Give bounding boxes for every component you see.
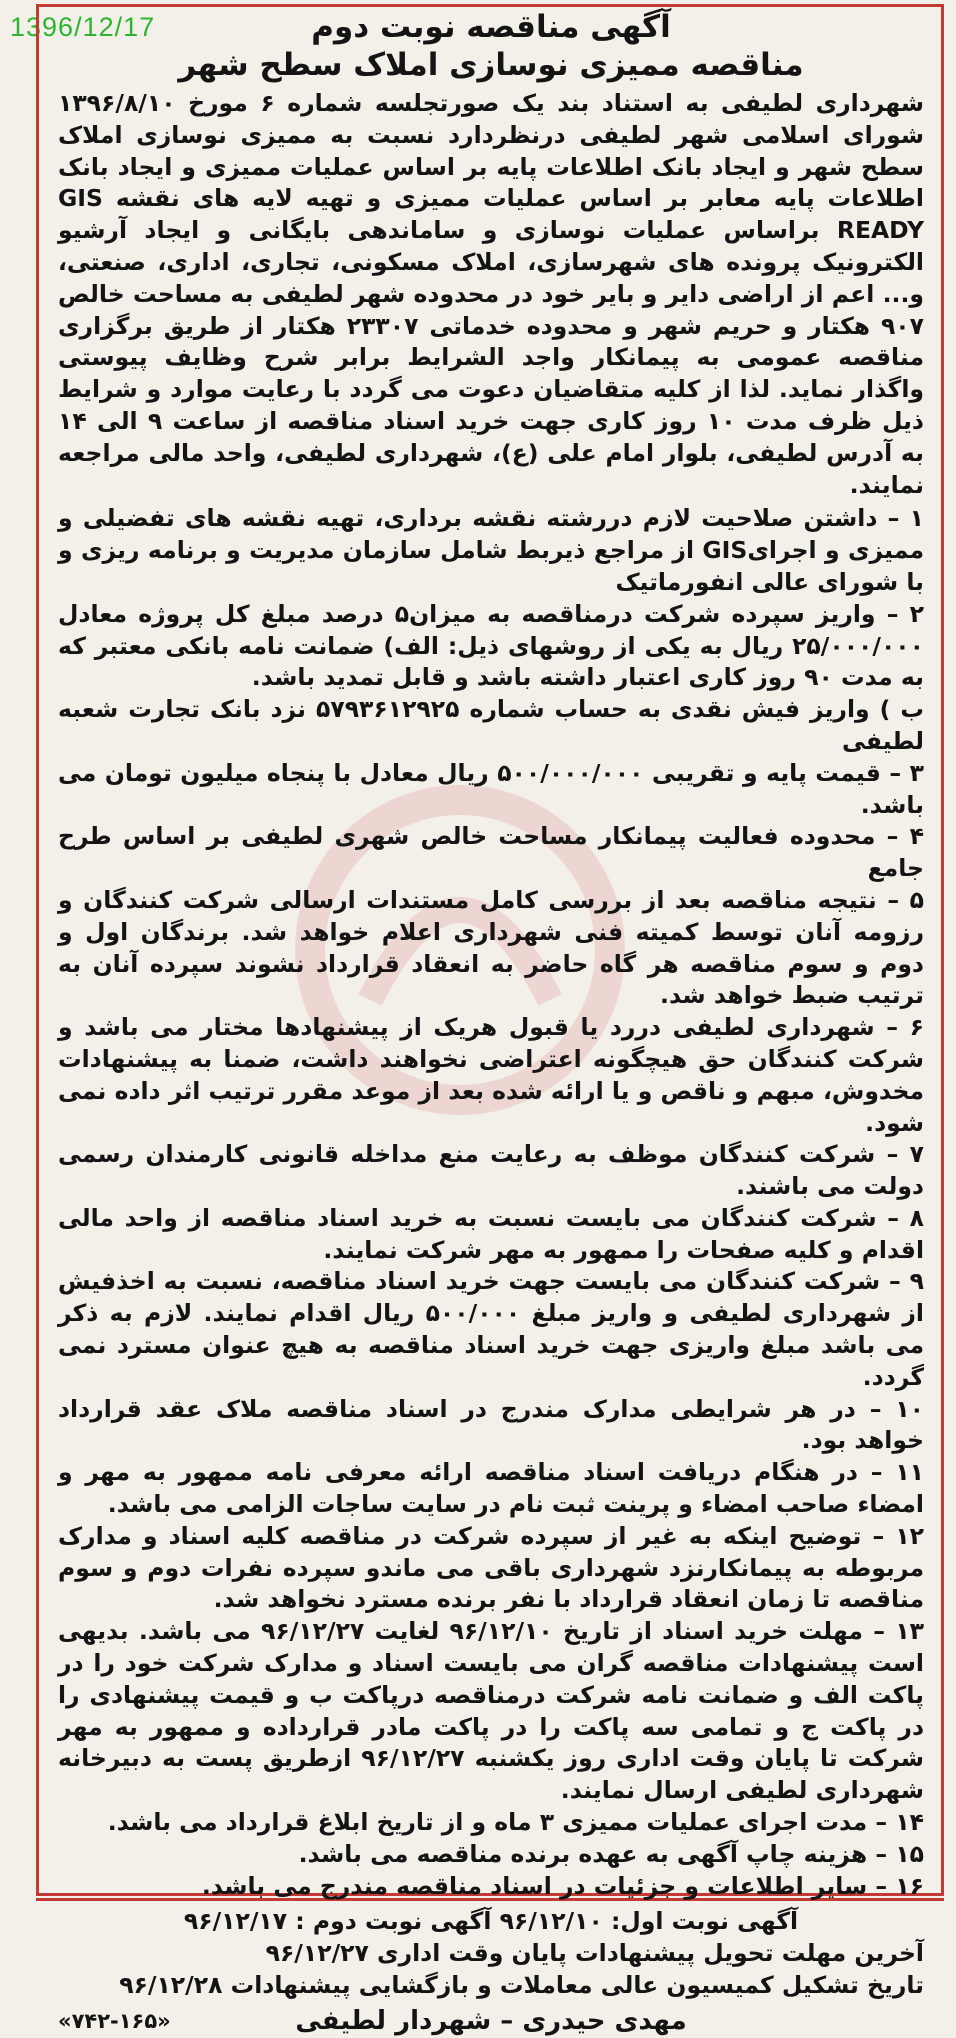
submission-deadline: آخرین مهلت تحویل پیشنهادات پایان وقت اداری ۹۶/۱۲/۲۷ (265, 1939, 924, 1968)
notice-footer (58, 1906, 924, 2037)
notice-code: «۷۴۲-۱۶۵» (58, 2008, 171, 2033)
notice-intro: شهرداری لطیفی به استناد بند یک صورتجلسه شماره ۶ مورخ ۱۳۹۶/۸/۱۰ شورای اسلامی شهر لطیفی درنظردارد نسبت به ممیزی نوسازی املاک سطح شهر و ایجاد بانک اطلاعات پایه بر اساس عملیات ممیزی و ایجاد بانک اطلاعات پایه معابر بر اساس عملیات ممیزی و تهیه لایه های نقشه GIS READY براساس عملیات نوسازی و ساماندهی بایگانی و ایجاد آرشیو الکترونیک پرونده های شهرسازی، املاک مسکونی، تجاری، اداری، صنعتی، و... اعم از اراضی دایر و بایر خود در محدوده شهر لطیفی به مساحت خالص ۹۰۷ هکتار و حریم شهر و محدوده خدماتی ۲۳۳۰۷ هکتار از طریق برگزاری مناقصه عمومی به پیمانکار واجد الشرایط برابر شرح وظایف پیوستی واگذار نماید. لذا از کلیه متقاضیان دعوت می گردد با رعایت موارد و شرایط ذیل ظرف مدت ۱۰ روز کاری جهت خرید اسناد مناقصه از ساعت ۹ الی ۱۴ به آدرس لطیفی، بلوار امام علی (ع)، شهرداری لطیفی، واحد مالی مراجعه نمایند. (58, 89, 924, 499)
commission-date: تاریخ تشکیل کمیسیون عالی معاملات و بازگشایی پیشنهادات ۹۶/۱۲/۲۸ (119, 1971, 924, 2000)
condition-item: ۱۰ – در هر شرایطی مدارک مندرج در اسناد مناقصه ملاک عقد قرارداد خواهد بود. (58, 1394, 924, 1455)
date-stamp: 1396/12/17 (10, 12, 156, 42)
condition-item: ۱۴ – مدت اجرای عملیات ممیزی ۳ ماه و از تاریخ ابلاغ قرارداد می باشد. (107, 1808, 924, 1837)
condition-item: ۱۱ – در هنگام دریافت اسناد مناقصه ارائه معرفی نامه ممهور به مهر و امضاء صاحب امضاء و پرینت ثبت نام در سایت ساجات الزامی می باشد. (58, 1458, 924, 1519)
condition-item: ۱ – داشتن صلاحیت لازم دررشته نقشه برداری، تهیه نقشه های تفضیلی و ممیزی و اجرایGIS از مراجع ذیربط شامل سازمان مدیریت و برنامه ریزی و با شورای عالی انفورماتیک (58, 504, 924, 596)
condition-item: ۴ – محدوده فعالیت پیمانکار مساحت خالص شهری لطیفی بر اساس طرح جامع (58, 822, 924, 883)
condition-item: ۱۶ – سایر اطلاعات و جزئیات در اسناد مناقصه مندرج می باشد. (201, 1871, 924, 1900)
condition-item: ۱۵ – هزینه چاپ آگهی به عهده برنده مناقصه می باشد. (298, 1839, 924, 1868)
notice-title: آگهی مناقصه نوبت دوم (311, 9, 671, 45)
signatory: مهدی حیدری – شهردار لطیفی (295, 2005, 687, 2036)
signature-line (58, 2004, 924, 2038)
condition-item: ۲ – واریز سپرده شرکت درمناقصه به میزان۵ درصد مبلغ کل پروژه معادل ۲۵/۰۰۰/۰۰۰ ریال به یکی از روشهای ذیل: الف) ضمانت نامه بانکی معتبر که به مدت ۹۰ روز کاری اعتبار داشته باشد و قابل تمدید باشد. (58, 599, 924, 692)
condition-item: ۸ – شرکت کنندگان می بایست نسبت به خرید اسناد مناقصه از واحد مالی اقدام و کلیه صفحات را ممهور به مهر شرکت نمایند. (58, 1203, 924, 1264)
condition-item: ۳ – قیمت پایه و تقریبی ۵۰۰/۰۰۰/۰۰۰ ریال معادل با پنجاه میلیون تومان می باشد. (58, 758, 924, 819)
condition-item: ۷ – شرکت کنندگان موظف به رعایت منع مداخله قانونی کارمندان رسمی دولت می باشند. (58, 1140, 924, 1201)
publish-dates: آگهی نوبت اول: ۹۶/۱۲/۱۰ آگهی نوبت دوم : ۹۶/۱۲/۱۷ (183, 1907, 799, 1936)
condition-item: ۱۲ – توضیح اینکه به غیر از سپرده شرکت در مناقصه کلیه اسناد و مدارک مربوطه به پیمانکارنزد شهرداری باقی می ماندو سپرده نفرات دوم و سوم مناقصه تا زمان انعقاد قرارداد با نفر برنده مسترد نخواهد شد. (58, 1521, 924, 1614)
condition-item: ب ) واریز فیش نقدی به حساب شماره ۵۷۹۳۶۱۲۹۲۵ نزد بانک تجارت شعبه لطیفی (58, 695, 924, 755)
condition-item: ۶ – شهرداری لطیفی دررد یا قبول هریک از پیشنهادها مختار می باشد و شرکت کنندگان حق هیچگونه اعتراضی نخواهند داشت، ضمنا به پیشنهادات مخدوش، مبهم و ناقص و یا ارائه شده بعد از موعد مقرر ترتیب اثر داده نمی شود. (58, 1013, 924, 1137)
condition-item: ۵ – نتیجه مناقصه بعد از بررسی کامل مستندات ارسالی شرکت کنندگان و رزومه آنان توسط کمیته فنی شهرداری اعلام خواهد شد. برندگان اول و دوم و سوم مناقصه هر گاه حاضر به انعقاد قرارداد نشوند سپرده آنان به ترتیب ضبط خواهد شد. (58, 885, 924, 1010)
condition-item: ۹ – شرکت کنندگان می بایست جهت خرید اسناد مناقصه، نسبت به اخذفیش از شهرداری لطیفی و واریز مبلغ ۵۰۰/۰۰۰ ریال اقدام نمایند. لازم به ذکر می باشد مبلغ واریزی جهت خرید اسناد مناقصه به هیچ عنوان مسترد نمی گردد. (58, 1267, 924, 1391)
conditions-list (58, 503, 924, 1902)
notice-subtitle: مناقصه ممیزی نوسازی املاک سطح شهر (178, 47, 804, 83)
condition-item: ۱۳ – مهلت خرید اسناد از تاریخ ۹۶/۱۲/۱۰ لغایت ۹۶/۱۲/۲۷ می باشد. بدیهی است پیشنهادات مناقصه گران می بایست اسناد و مدارک شرکت خود را در پاکت الف و ضمانت نامه شرکت درمناقصه درپاکت ب و قیمت پیشنهادی را در پاکت ج و تمامی سه پاکت را در پاکت مادر قرارداده و ممهور به مهر شرکت تا پایان وقت اداری روز یکشنبه ۹۶/۱۲/۲۷ ازطریق پست به دبیرخانه شهرداری لطیفی ارسال نمایند. (58, 1617, 924, 1805)
notice-body (58, 8, 924, 2038)
